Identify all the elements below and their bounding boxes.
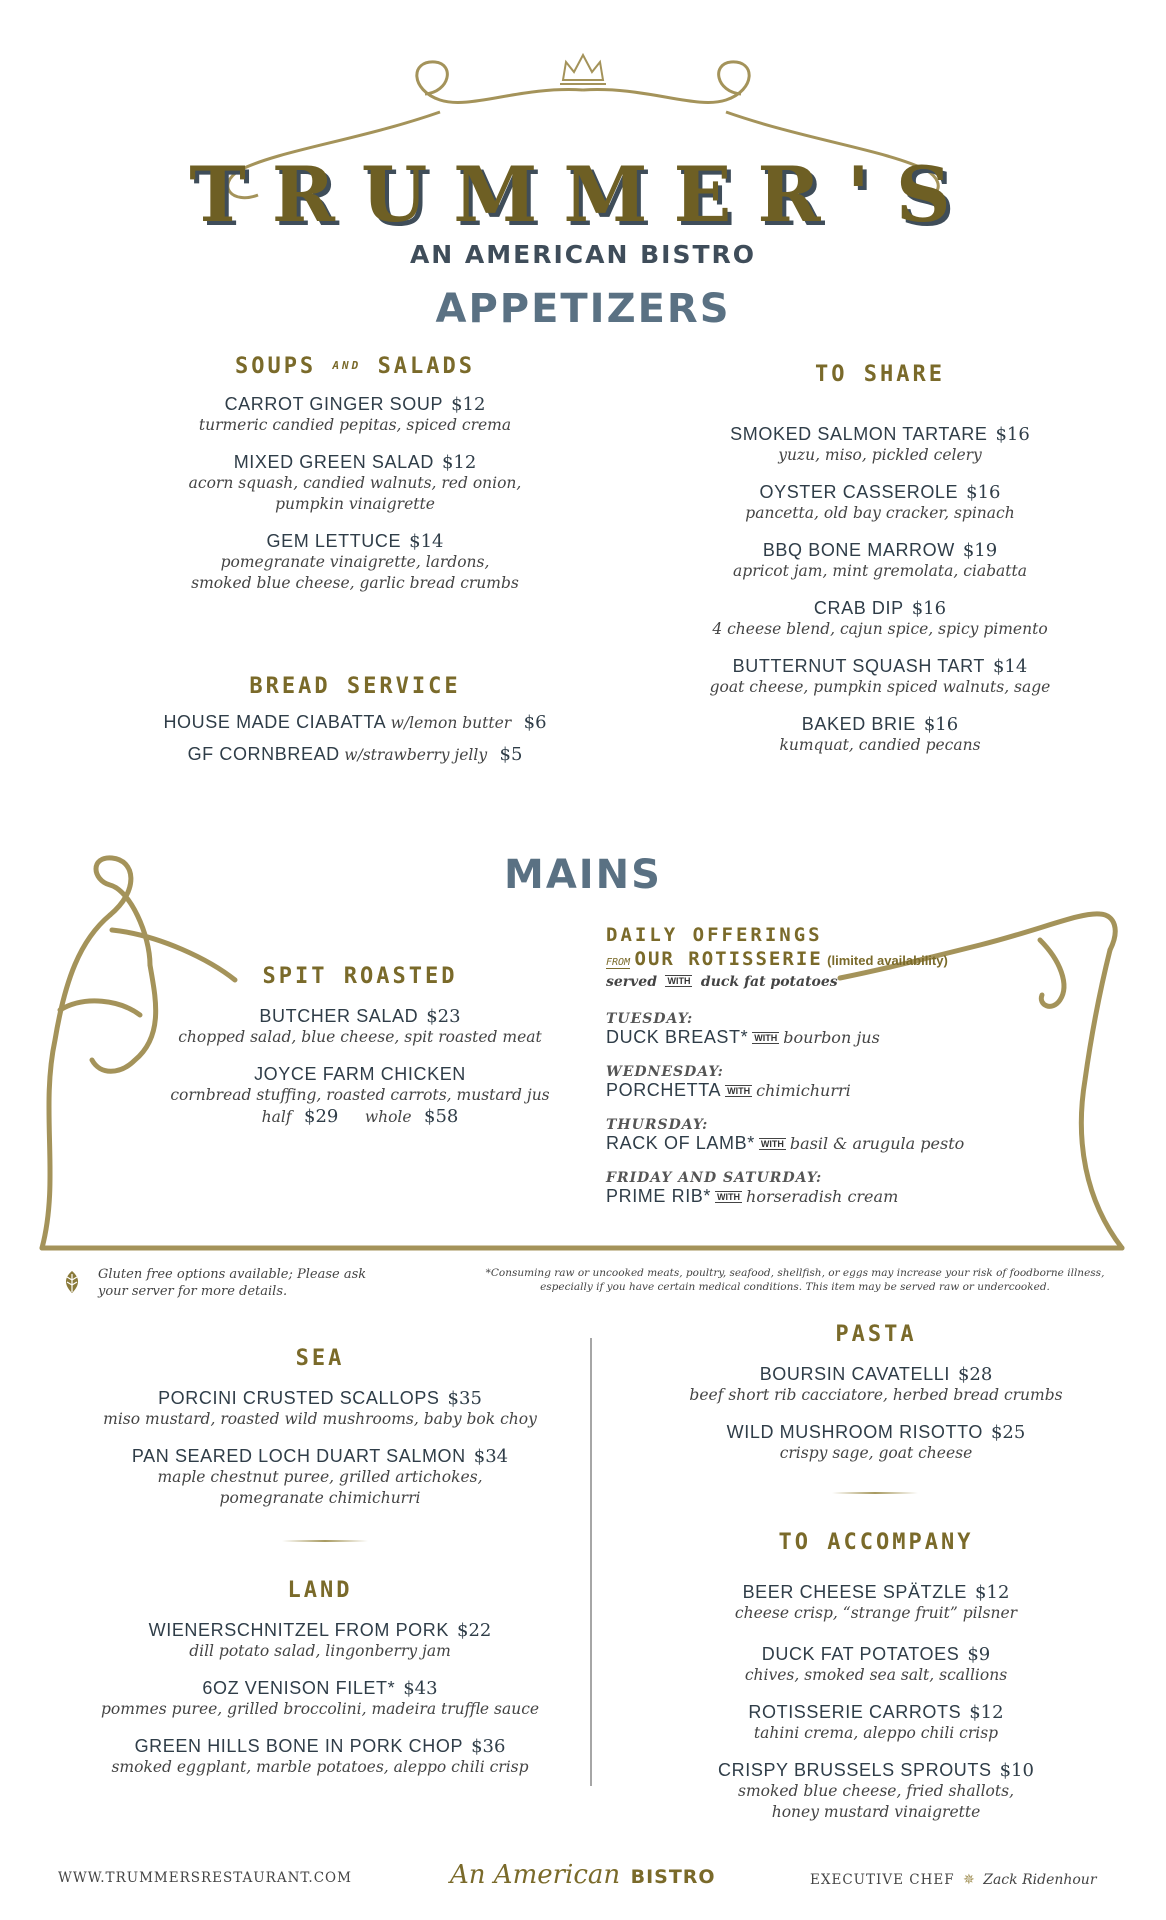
land-heading: LAND xyxy=(287,1578,353,1603)
menu-item: WILD MUSHROOM RISOTTO $25 crispy sage, goat cheese xyxy=(726,1422,1026,1462)
logo-wordmark: TRUMMER'S xyxy=(189,150,977,239)
raw-food-note: *Consuming raw or uncooked meats, poultry, seafood, shellfish, or eggs may increase your risk of foodborne illness, especially if you have certain medical conditions. This item may be served raw or undercooked. xyxy=(485,1267,1105,1293)
daily-item: THURSDAY: RACK OF LAMB* WITH basil & arugula pesto xyxy=(606,1117,965,1153)
and-word: AND xyxy=(332,359,362,372)
bread-service-list xyxy=(120,712,590,766)
menu-item: CARROT GINGER SOUP $12 turmeric candied pepitas, spiced crema xyxy=(198,394,512,434)
soups-salads-list xyxy=(150,394,560,610)
star-icon: ✵ xyxy=(963,1871,975,1887)
menu-item: GREEN HILLS BONE IN PORK CHOP $36 smoked eggplant, marble potatoes, aleppo chili crisp xyxy=(111,1736,529,1776)
daily-item: FRIDAY AND SATURDAY: PRIME RIB* WITH horseradish cream xyxy=(606,1170,899,1206)
crown-icon xyxy=(560,55,606,84)
menu-item: BUTCHER SALAD $23 chopped salad, blue cheese, spit roasted meat xyxy=(178,1006,542,1046)
rotisserie-heading: FROM OUR ROTISSERIE (limited availability) xyxy=(606,948,948,970)
spit-roasted-heading: SPIT ROASTED xyxy=(262,964,458,989)
menu-item: GEM LETTUCE $14 pomegranate vinaigrette, lardons, smoked blue cheese, garlic bread crumbs xyxy=(191,531,519,592)
bread-service-heading: BREAD SERVICE xyxy=(249,674,461,699)
daily-item: WEDNESDAY: PORCHETTA WITH chimichurri xyxy=(606,1064,851,1100)
menu-item: 6OZ VENISON FILET* $43 pommes puree, grilled broccolini, madeira truffle sauce xyxy=(100,1678,540,1718)
menu-item: PORCINI CRUSTED SCALLOPS $35 miso mustard, roasted wild mushrooms, baby bok choy xyxy=(103,1388,537,1428)
menu-item: BEER CHEESE SPÄTZLE $12 cheese crisp, “strange fruit” pilsner xyxy=(734,1582,1018,1622)
daily-item: TUESDAY: DUCK BREAST* WITH bourbon jus xyxy=(606,1011,880,1047)
menu-item: JOYCE FARM CHICKEN cornbread stuffing, roasted carrots, mustard jus half $29 whole $58 xyxy=(150,1064,570,1128)
ornament-divider xyxy=(282,1540,368,1542)
to-share-list xyxy=(670,424,1090,772)
menu-item: CRISPY BRUSSELS SPROUTS $10 smoked blue cheese, fried shallots, honey mustard vinaigrette xyxy=(718,1760,1034,1821)
menu-item: ROTISSERIE CARROTS $12 tahini crema, aleppo chili crisp xyxy=(748,1702,1004,1742)
menu-item: BBQ BONE MARROW $19 apricot jam, mint gremolata, ciabatta xyxy=(733,540,1027,580)
menu-item: OYSTER CASSEROLE $16 pancetta, old bay cracker, spinach xyxy=(745,482,1015,522)
served-with-line: served WITH duck fat potatoes xyxy=(606,974,838,990)
website-link[interactable]: WWW.TRUMMERSRESTAURANT.COM xyxy=(58,1870,352,1886)
spit-roasted-list xyxy=(150,1006,570,1144)
menu-item: MIXED GREEN SALAD $12 acorn squash, candied walnuts, red onion, pumpkin vinaigrette xyxy=(188,452,522,513)
pasta-list xyxy=(646,1364,1106,1480)
soups-salads-heading: SOUPS AND SALADS xyxy=(234,354,476,379)
menu-item: BUTTERNUT SQUASH TART $14 goat cheese, pumpkin spiced walnuts, sage xyxy=(709,656,1051,696)
menu-item: HOUSE MADE CIABATTA w/lemon butter $6 xyxy=(163,712,547,733)
gluten-note: Gluten free options available; Please ask your server for more details. xyxy=(62,1266,422,1300)
to-share-heading: TO SHARE xyxy=(815,362,945,387)
menu-item: WIENERSCHNITZEL FROM PORK $22 dill potato salad, lingonberry jam xyxy=(148,1620,492,1660)
menu-item: SMOKED SALMON TARTARE $16 yuzu, miso, pickled celery xyxy=(730,424,1030,464)
menu-item: GF CORNBREAD w/strawberry jelly $5 xyxy=(187,744,523,765)
chicken-prices: half $29 whole $58 xyxy=(261,1106,459,1127)
sea-list xyxy=(70,1388,570,1525)
menu-item: PAN SEARED LOCH DUART SALMON $34 maple chestnut puree, grilled artichokes, pomegranate chimichurri xyxy=(131,1446,509,1507)
pasta-heading: PASTA xyxy=(835,1322,917,1347)
menu-item: DUCK FAT POTATOES $9 chives, smoked sea salt, scallions xyxy=(744,1644,1008,1684)
land-list xyxy=(60,1620,580,1794)
logo-subtitle: AN AMERICAN BISTRO xyxy=(409,240,757,269)
daily-offerings-heading: DAILY OFFERINGS xyxy=(606,924,823,946)
menu-item: BAKED BRIE $16 kumquat, candied pecans xyxy=(779,714,981,754)
leaf-icon xyxy=(62,1270,82,1294)
to-accompany-heading: TO ACCOMPANY xyxy=(778,1530,974,1555)
executive-chef: EXECUTIVE CHEF ✵ Zack Ridenhour xyxy=(810,1871,1097,1888)
menu-item: BOURSIN CAVATELLI $28 beef short rib cacciatore, herbed bread crumbs xyxy=(689,1364,1063,1404)
daily-offerings xyxy=(606,924,1026,1207)
mains-title: MAINS xyxy=(504,852,662,898)
appetizers-title: APPETIZERS xyxy=(435,286,731,332)
ornament-divider xyxy=(832,1492,918,1494)
accompany-list xyxy=(656,1582,1096,1839)
menu-item: CRAB DIP $16 4 cheese blend, cajun spice, spicy pimento xyxy=(712,598,1048,638)
footer-tagline: An American BISTRO xyxy=(450,1860,716,1890)
sea-heading: SEA xyxy=(295,1346,345,1371)
